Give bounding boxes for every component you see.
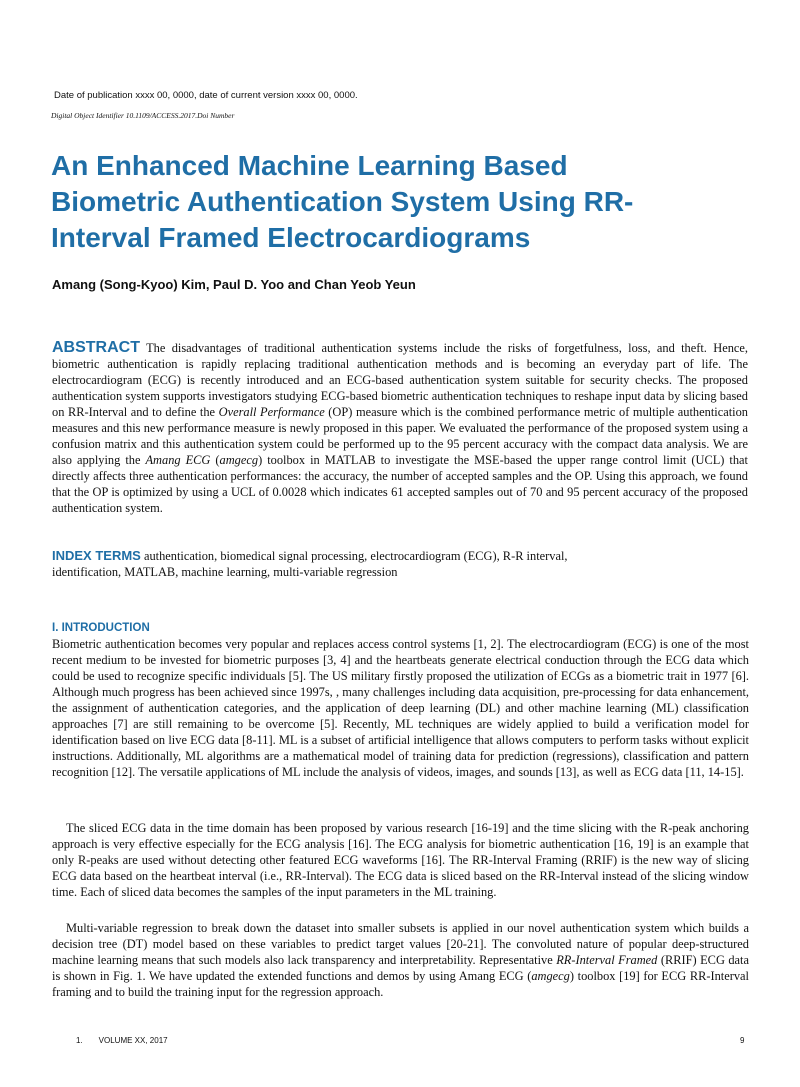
abstract-text-b: (OP) measure which is the combined performance metric of multiple authentication measures and this new performance measure is newly proposed in this paper. We evaluated the performance of the proposed system using a confusion matrix and this authentication system could be performed up to the 95 percent accuracy with the compact data analysis. We are also applying the	[52, 405, 748, 467]
intro-paragraph-1: Biometric authentication becomes very popular and replaces access control systems [1, 2]. The electrocardiogram (ECG) is one of the most recent medium to be invested for biometric purposes [3, 4] and the heartbeats generate electrical conduction through the ECG data which could be used to recognize specific individuals [5]. The US military firstly proposed the utilization of ECGs as a biometric trait in 1977 [6]. Although much progress has been achieved since 1997s, , many challenges including data acquisition, pre-processing for data enhancement, the assignment of authentication categories, and the application of deep learning (DL) and other machine learning (ML) classification approaches [7] are still remaining to be overcome [5]. Recently, ML techniques are widely applied to build a verification model for identification based on live ECG data [8-11]. ML is a subset of artificial intelligence that allows computers to perform tasks without explicit instructions. Additionally, ML algorithms are a mathematical model of training data for prediction (regressions), classification and pattern recognition [12]. The versatile applications of ML include the analysis of videos, images, and sounds [13], as well as ECG data [11, 14-15].	[52, 637, 749, 779]
index-terms-label: INDEX TERMS	[52, 548, 141, 563]
index-terms	[52, 548, 748, 580]
paper-title	[51, 148, 751, 256]
footer-volume-text: VOLUME XX, 2017	[98, 1036, 168, 1045]
abstract-toolbox-abbr: amgecg	[219, 453, 259, 467]
page-number: 9	[740, 1036, 745, 1045]
introduction-heading: I. INTRODUCTION	[52, 622, 150, 634]
doi-line: Digital Object Identifier 10.1109/ACCESS.2017.Doi Number	[51, 111, 235, 120]
title-line-3: Interval Framed Electrocardiograms	[51, 222, 531, 253]
intro-p3-term: RR-Interval Framed	[556, 953, 658, 967]
abstract-op-term: Overall Performance	[218, 405, 325, 419]
intro-p3-text-b: (RRIF) ECG data is shown in Fig. 1. We have updated the extended functions and demos by using Amang ECG (	[52, 953, 749, 983]
index-terms-line-1: authentication, biomedical signal processing, electrocardiogram (ECG), R-R interval,	[140, 549, 568, 563]
author-list: Amang (Song-Kyoo) Kim, Paul D. Yoo and Chan Yeob Yeun	[52, 277, 416, 292]
publication-date: Date of publication xxxx 00, 0000, date of current version xxxx 00, 0000.	[54, 90, 358, 101]
abstract-label: ABSTRACT	[52, 339, 140, 356]
abstract-text-d: ) toolbox in MATLAB to investigate the MSE-based the upper range control limit (UCL) that directly affects three authentication performances: the accuracy, the number of accepted samples and the OP. Using this approach, we found that the OP is optimized by using a UCL of 0.0028 which indicates 61 accepted samples out of 70 and 95 percent accuracy of the proposed authentication system.	[52, 453, 748, 515]
abstract-toolbox-term: Amang ECG	[145, 453, 211, 467]
title-line-2: Biometric Authentication System Using RR-	[51, 186, 634, 217]
intro-p3-abbr: amgecg	[531, 969, 570, 983]
intro-paragraph-2: The sliced ECG data in the time domain has been proposed by various research [16-19] and the time slicing with the R-peak anchoring approach is very effective especially for the ECG analysis [16]. The ECG analysis for biometric authentication [16, 19] is an example that only R-peaks are used without detecting other featured ECG waveforms [16]. The RR-Interval Framing (RRIF) is the new way of slicing ECG data based on the heartbeat interval (i.e., RR-Interval). The ECG data is sliced based on the RR-Interval instead of the slicing window time. Each of sliced data becomes the samples of the input parameters in the ML training.	[52, 821, 749, 899]
index-terms-line-2: identification, MATLAB, machine learning, multi-variable regression	[52, 565, 398, 579]
title-line-1: An Enhanced Machine Learning Based	[51, 150, 568, 181]
intro-p3-text-a: Multi-variable regression to break down the dataset into smaller subsets is applied in our novel authentication system which builds a decision tree (DT) model based on these variables to predict target values [20-21]. The convoluted nature of popular deep-structured machine learning means that such models also lack transparency and interpretability. Representative	[52, 921, 749, 967]
intro-p3-text-c: ) toolbox [19] for ECG RR-Interval framing and to build the training input for the regression approach.	[52, 969, 749, 999]
footer-number: 1.	[76, 1036, 83, 1045]
abstract-text-c: (	[210, 453, 220, 467]
abstract-text-a: The disadvantages of traditional authentication systems include the risks of forgetfulness, loss, and theft. Hence, biometric authentication is rapidly replacing traditional authentication methods and is becoming an everyday part of life. The electrocardiogram (ECG) is recently introduced and an ECG-based authentication system suitable for security checks. The proposed authentication system supports investigators studying ECG-based biometric authentication techniques to reshape input data by slicing based on RR-Interval and to define the	[52, 341, 748, 419]
intro-paragraph-3	[52, 920, 749, 1000]
abstract	[52, 340, 748, 516]
footer-volume	[76, 1036, 168, 1045]
